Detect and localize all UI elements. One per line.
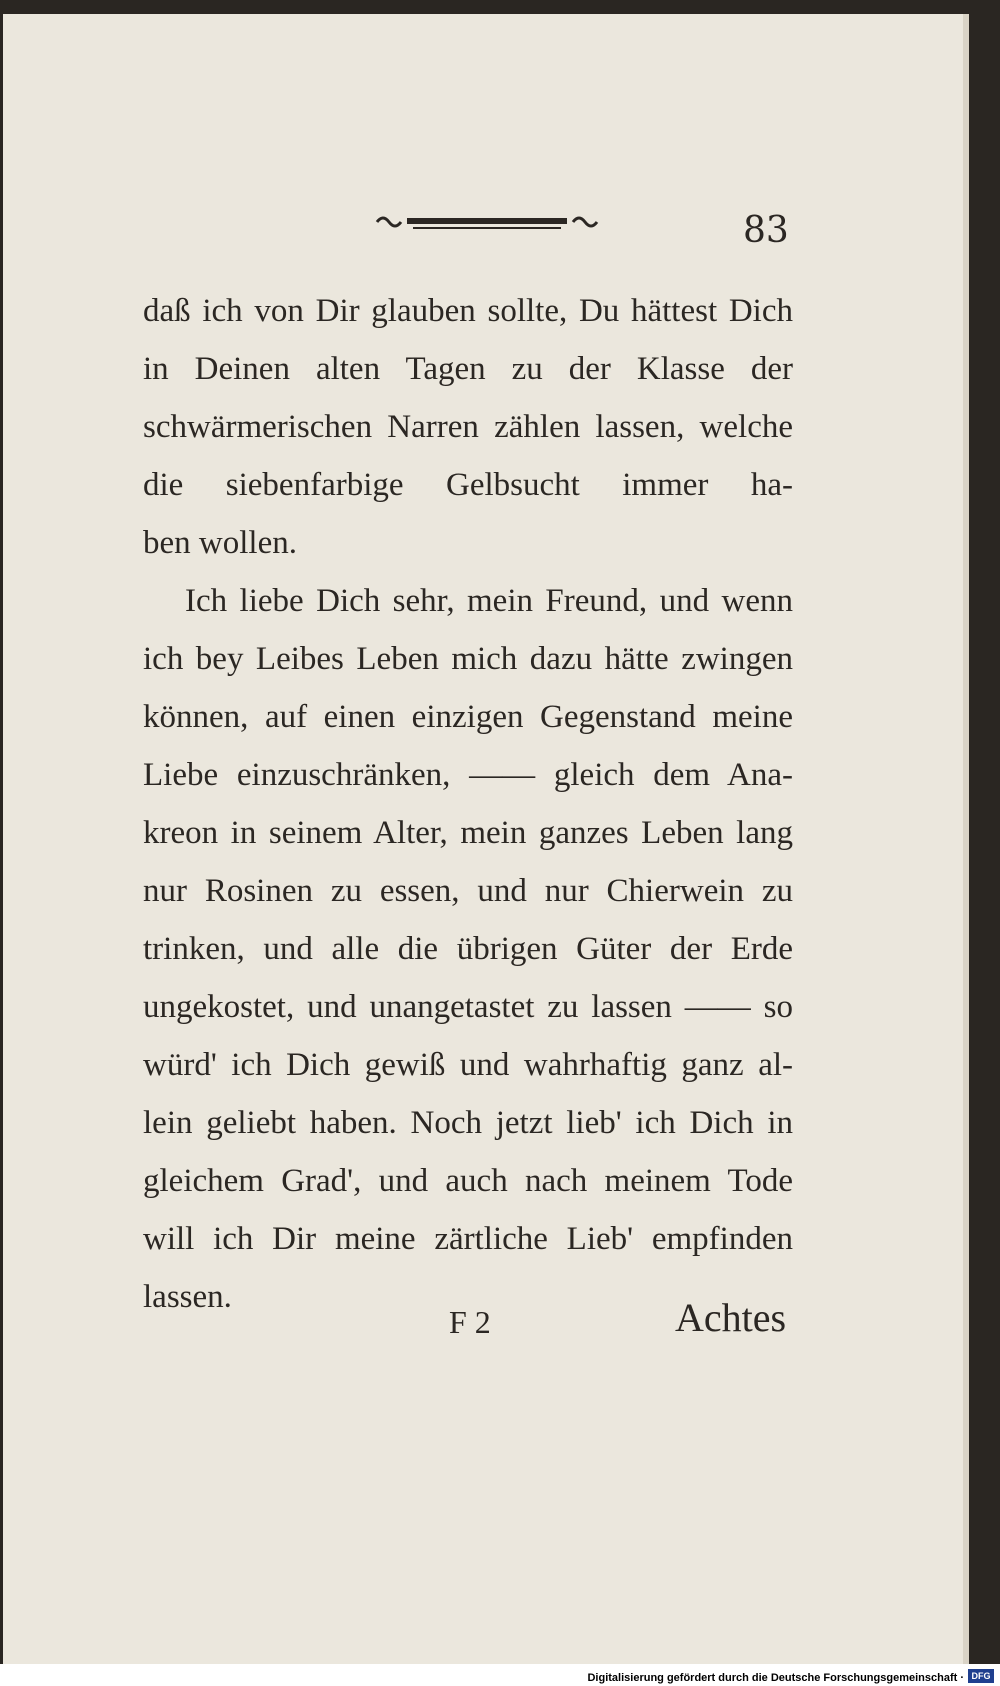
text-line: können, auf einen einzigen Gegenstand meine <box>143 699 793 735</box>
text-line: lein geliebt haben. Noch jetzt lieb' ich Dich in <box>143 1105 793 1141</box>
dfg-logo: DFG <box>968 1669 994 1683</box>
text-line: würd' ich Dich gewiß und wahrhaftig ganz al- <box>143 1047 793 1083</box>
credit-bar <box>0 1664 1000 1686</box>
text-line: trinken, und alle die übrigen Güter der Erde <box>143 931 793 967</box>
text-line: Ich liebe Dich sehr, mein Freund, und wenn <box>185 583 793 619</box>
text-line: die siebenfarbige Gelbsucht immer ha- <box>143 467 793 503</box>
body-text <box>143 282 793 1326</box>
text-line: ich bey Leibes Leben mich dazu hätte zwingen <box>143 641 793 677</box>
text-line: will ich Dir meine zärtliche Lieb' empfinden <box>143 1221 793 1257</box>
digitization-credit: Digitalisierung gefördert durch die Deutsche Forschungsgemeinschaft · <box>587 1672 964 1684</box>
text-line: nur Rosinen zu essen, und nur Chierwein zu <box>143 873 793 909</box>
text-line: lassen. <box>143 1279 232 1315</box>
text-line: kreon in seinem Alter, mein ganzes Leben lang <box>143 815 793 851</box>
text-line: in Deinen alten Tagen zu der Klasse der <box>143 351 793 387</box>
text-line: ben wollen. <box>143 525 297 561</box>
header-ornament <box>373 210 603 234</box>
text-line: daß ich von Dir glauben sollte, Du hättest Dich <box>143 293 793 329</box>
text-line: schwärmerischen Narren zählen lassen, welche <box>143 409 793 445</box>
page-number: 83 <box>743 210 789 251</box>
text-line: ungekostet, und unangetastet zu lassen —— so <box>143 989 793 1025</box>
signature-mark: F 2 <box>449 1304 491 1340</box>
book-page <box>3 14 969 1664</box>
text-line: gleichem Grad', und auch nach meinem Tode <box>143 1163 793 1199</box>
text-line: Liebe einzuschränken, —— gleich dem Ana- <box>143 757 793 793</box>
catchword: Achtes <box>675 1295 787 1340</box>
